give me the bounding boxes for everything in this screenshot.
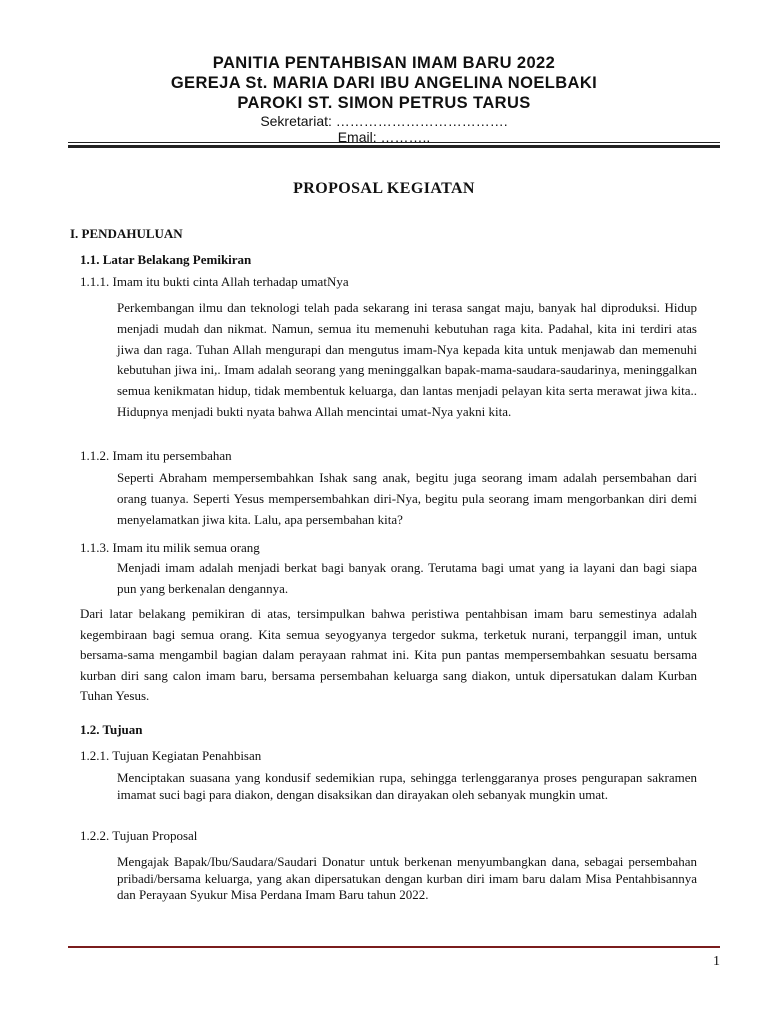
- item-heading-1-1-1: 1.1.1. Imam itu bukti cinta Allah terhadap umatNya: [80, 274, 349, 289]
- paragraph-1-2-1: Menciptakan suasana yang kondusif sedemikian rupa, sehingga terlenggaranya proses pengurapan sakramen imamat suci bagi para diakon, dengan disaksikan dan dirayakan oleh sebanyak mungkin umat.: [117, 770, 697, 802]
- parish-name: PAROKI ST. SIMON PETRUS TARUS: [237, 94, 531, 112]
- secretariat-line: Sekretariat: ……………………………….: [260, 113, 508, 129]
- section-heading-pendahuluan: I. PENDAHULUAN: [70, 226, 183, 241]
- paragraph-1-1-1: Perkembangan ilmu dan teknologi telah pada sekarang ini terasa sangat maju, banyak hal diproduksi. Hidup menjadi mudah dan nikmat. Namun, semua itu memenuhi kebutuhan raga kita. Padahal, kita ini terdiri atas jiwa dan raga. Tuhan Allah mengurapi dan mengutus imam-Nya kepada kita untuk menjawab dan memenuhi kebutuhan jiwa ini,. Imam adalah seorang yang meninggalkan bapak-mama-saudara-saudarinya, meninggalkan semua kenikmatan hidup, tidak membentuk keluarga, dan lantas menjadi pelayan kita serta merawat jiwa kita.. Hidupnya menjadi bukti nyata bahwa Allah mencintai umat-Nya yakni kita.: [117, 300, 697, 419]
- item-heading-1-1-2: 1.1.2. Imam itu persembahan: [80, 448, 232, 463]
- subsection-heading-latar-belakang: 1.1. Latar Belakang Pemikiran: [80, 252, 252, 267]
- document-title: PROPOSAL KEGIATAN: [293, 180, 475, 197]
- item-heading-1-1-3: 1.1.3. Imam itu milik semua orang: [80, 540, 260, 555]
- page-number: 1: [713, 954, 720, 969]
- item-heading-1-2-2: 1.2.2. Tujuan Proposal: [80, 828, 198, 843]
- letterhead: [0, 53, 768, 145]
- footer-divider: [68, 946, 720, 948]
- letterhead-divider-thin: [68, 142, 720, 143]
- paragraph-1-2-2: Mengajak Bapak/Ibu/Saudara/Saudari Donatur untuk berkenan menyumbangkan dana, sebagai persembahan pribadi/bersama keluarga, yang akan dipersatukan dengan kurban diri imam baru dalam Misa Pentahbisannya dan Perayaan Syukur Misa Perdana Imam Baru tahun 2022.: [117, 854, 697, 902]
- paragraph-conclusion: Dari latar belakang pemikiran di atas, tersimpulkan bahwa peristiwa pentahbisan imam baru semestinya adalah kegembiraan bagi semua orang. Kita semua seyogyanya tergedor sukma, terketuk nurani, terpanggil iman, untuk bersama-sama mengambil bagian dalam perayaan rahmat ini. Kita pun pantas mempersembahkan sesuatu bersama kurban diri sang calon imam baru, bersama persembahan keluarga sang diakon, untuk dipersatukan dalam Kurban Tuhan Yesus.: [80, 606, 697, 704]
- committee-name: PANITIA PENTAHBISAN IMAM BARU 2022: [212, 54, 556, 72]
- paragraph-1-1-2: Seperti Abraham mempersembahkan Ishak sang anak, begitu juga seorang imam adalah persembahan dari orang tuanya. Seperti Yesus mempersembahkan diri-Nya, begitu pula seorang imam mengorbankan diri demi menyelamatkan jiwa kita. Lalu, apa persembahan kita?: [117, 470, 697, 527]
- subsection-heading-tujuan: 1.2. Tujuan: [80, 722, 143, 737]
- paragraph-1-1-3: Menjadi imam adalah menjadi berkat bagi banyak orang. Terutama bagi umat yang ia layani dan bagi siapa pun yang berkenalan dengannya.: [117, 560, 697, 596]
- item-heading-1-2-1: 1.2.1. Tujuan Kegiatan Penahbisan: [80, 748, 262, 763]
- letterhead-divider-thick: [68, 145, 720, 148]
- church-name: GEREJA St. MARIA DARI IBU ANGELINA NOELBAKI: [170, 74, 598, 92]
- email-line: Email: ………..: [337, 129, 431, 145]
